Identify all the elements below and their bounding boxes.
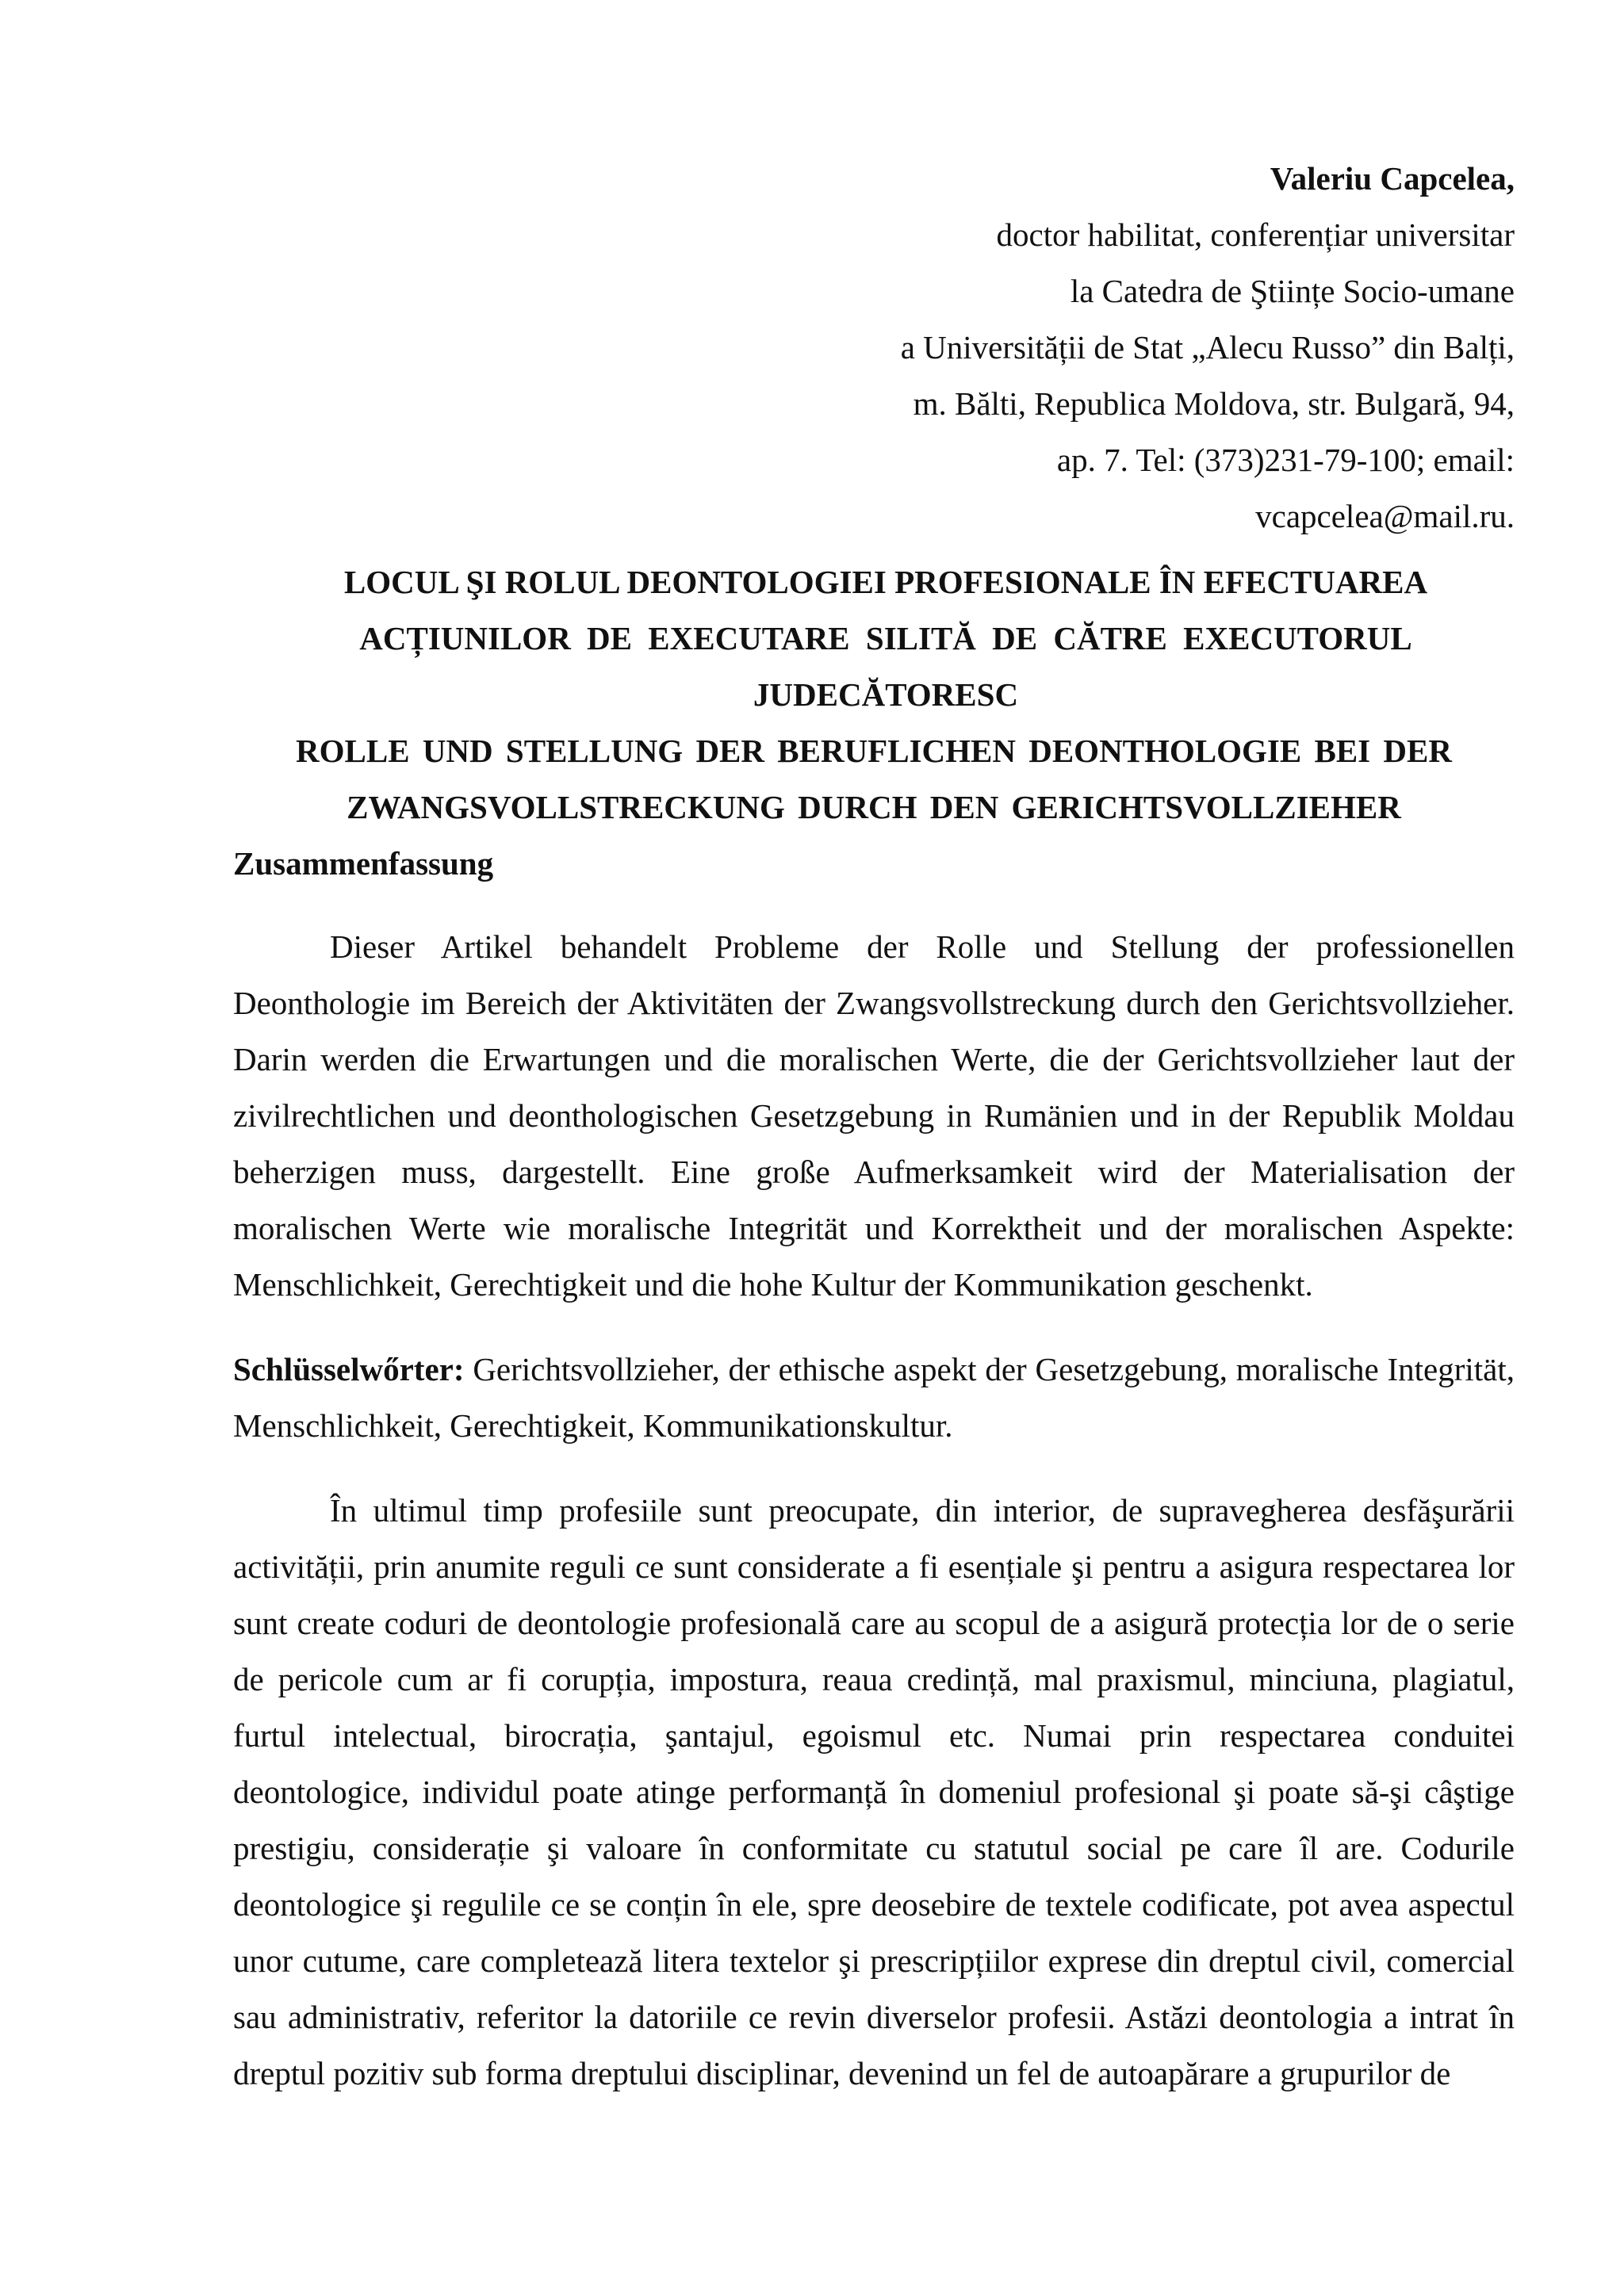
- title-ro-line: LOCUL ŞI ROLUL DEONTOLOGIEI PROFESIONALE ÎN EFECTUAREA: [343, 564, 1428, 600]
- affiliation-line: la Catedra de Ştiințe Socio-umane: [1070, 273, 1515, 309]
- page-content: [233, 151, 1515, 2102]
- author-email: vcapcelea@mail.ru.: [1255, 498, 1515, 534]
- keywords-text: Gerichtsvollzieher, der ethische aspekt der Gesetzgebung, moralische Integrität, Menschlichkeit, Gerechtigkeit, Kommunikationskultur.: [233, 1351, 1515, 1444]
- title-de-line: ZWANGSVOLLSTRECKUNG DURCH DEN GERICHTSVOLLZIEHER: [347, 789, 1401, 825]
- affiliation-line: doctor habilitat, conferențiar universitar: [996, 216, 1515, 253]
- keywords-label: Schlüsselwőrter:: [233, 1351, 465, 1387]
- keywords-paragraph: [233, 1341, 1515, 1454]
- author-affiliation-block: [233, 151, 1515, 545]
- title-de-line: ROLLE UND STELLUNG DER BERUFLICHEN DEONTHOLOGIE BEI DER: [296, 733, 1452, 769]
- abstract-heading: Zusammenfassung: [233, 845, 494, 882]
- affiliation-line: ap. 7. Tel: (373)231-79-100; email:: [1056, 442, 1515, 478]
- title-ro-line: ACȚIUNILOR DE EXECUTARE SILITĂ DE CĂTRE EXECUTORUL: [359, 620, 1412, 656]
- article-title-block: [233, 554, 1515, 836]
- affiliation-line: m. Bălti, Republica Moldova, str. Bulgară, 94,: [913, 385, 1515, 422]
- body-paragraph: În ultimul timp profesiile sunt preocupate, din interior, de supravegherea desfăşurării activității, prin anumite reguli ce sunt considerate a fi esențiale şi pentru a asigura respectarea lor sunt create coduri de deontologie profesională care au scopul de a asigură protecția lor de o serie de pericole cum ar fi corupția, impostura, reaua credință, mal praxismul, minciuna, plagiatul, furtul intelectual, birocrația, şantajul, egoismul etc. Numai prin respectarea conduitei deontologice, individul poate atinge performanță în domeniul profesional şi poate să-şi câştige prestigiu, considerație şi valoare în conformitate cu statutul social pe care îl are. Codurile deontologice şi regulile ce se conțin în ele, spre deosebire de textele codificate, pot avea aspectul unor cutume, care completează litera textelor şi prescripțiilor exprese din dreptul civil, comercial sau administrativ, referitor la datoriile ce revin diverselor profesii. Astăzi deontologia a intrat în dreptul pozitiv sub forma dreptului disciplinar, devenind un fel de autoapărare a grupurilor de: [233, 1492, 1515, 2091]
- title-ro-line: JUDECĂTORESC: [753, 676, 1019, 713]
- author-name: Valeriu Capcelea,: [1270, 160, 1515, 197]
- abstract-paragraph: Dieser Artikel behandelt Probleme der Rolle und Stellung der professionellen Deonthologie im Bereich der Aktivitäten der Zwangsvollstreckung durch den Gerichtsvollzieher. Darin werden die Erwartungen und die moralischen Werte, die der Gerichtsvollzieher laut der zivilrechtlichen und deonthologischen Gesetzgebung in Rumänien und in der Republik Moldau beherzigen muss, dargestellt. Eine große Aufmerksamkeit wird der Materialisation der moralischen Werte wie moralische Integrität und Korrektheit und der moralischen Aspekte: Menschlichkeit, Gerechtigkeit und die hohe Kultur der Kommunikation geschenkt.: [233, 928, 1515, 1303]
- affiliation-line: a Universității de Stat „Alecu Russo” din Balți,: [900, 329, 1515, 365]
